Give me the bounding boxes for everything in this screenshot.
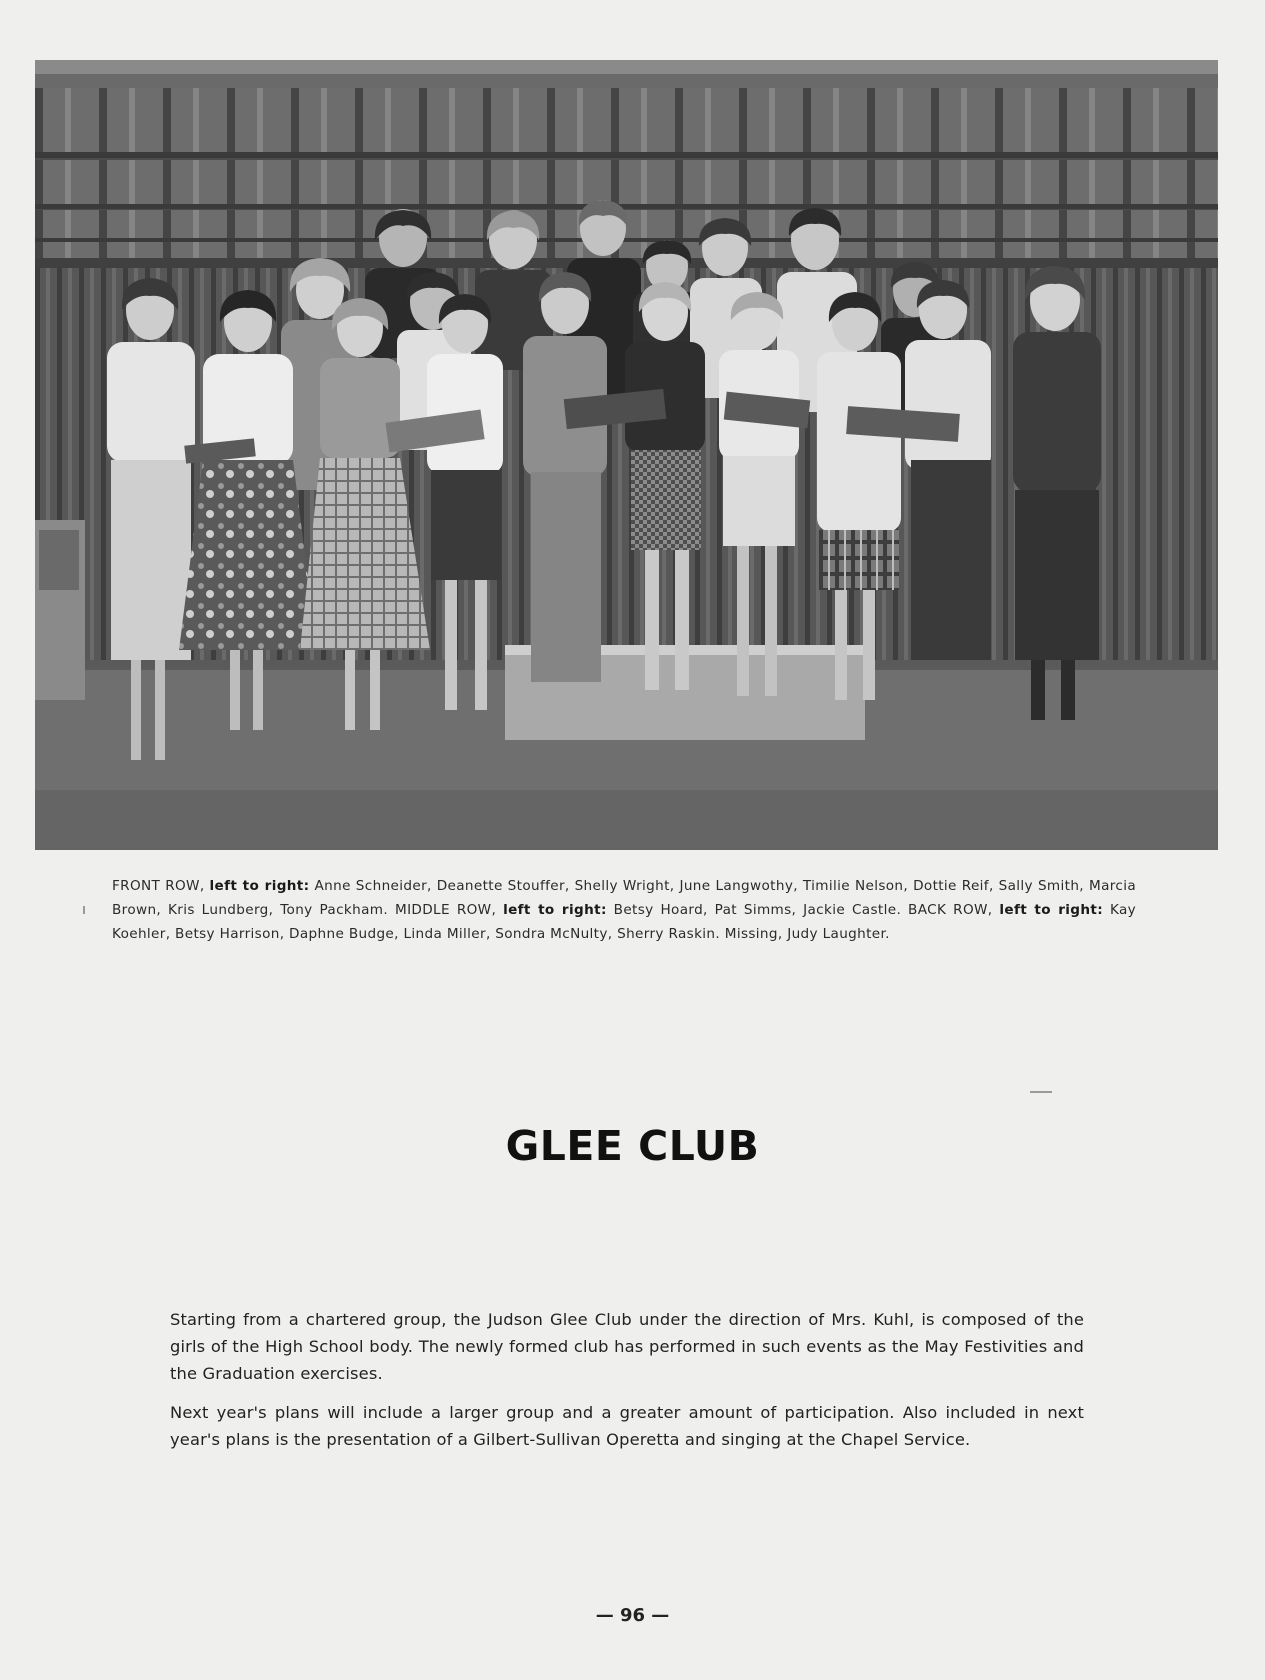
page-title: GLEE CLUB [505,1122,760,1170]
back-row-label: BACK ROW, [908,902,993,918]
glee-club-group-photo [35,60,1218,850]
page-number: — 96 — [595,1605,670,1626]
front-row-direction: left to right: [209,878,310,894]
photo-illustration [35,60,1218,850]
body-paragraph-1: Starting from a chartered group, the Judson Glee Club under the direction of Mrs. Kuhl, is composed of the girls of the High School body. The newly formed club has performed in such events as the May Festivities and the Graduation exercises. [170,1310,1084,1383]
middle-row-direction: left to right: [503,902,607,918]
middle-row-label: MIDDLE ROW, [394,902,497,918]
back-row-direction: left to right: [999,902,1104,918]
back-row-names: Kay Koehler, Betsy Harrison, Daphne Budge, Linda Miller, Sondra McNulty, Sherry Raskin. [112,902,1137,942]
missing-note: Missing, Judy Laughter. [724,926,890,942]
body-text [170,1306,1084,1465]
scan-speck [83,906,85,914]
scan-speck [1030,1091,1052,1093]
photo-caption [112,874,1136,946]
body-paragraph-2: Next year's plans will include a larger group and a greater amount of participation. Also included in next year's plans is the presentation of a Gilbert-Sullivan Operetta and singing at the Chapel Service. [170,1403,1084,1449]
middle-row-names: Betsy Hoard, Pat Simms, Jackie Castle. [613,902,902,918]
front-row-label: FRONT ROW, [112,878,205,894]
front-row-names: Anne Schneider, Deanette Stouffer, Shelly Wright, June Langwothy, Timilie Nelson, Dottie Reif, Sally Smith, Marcia Brown, Kris Lundberg, Tony Packham. [112,878,1137,918]
